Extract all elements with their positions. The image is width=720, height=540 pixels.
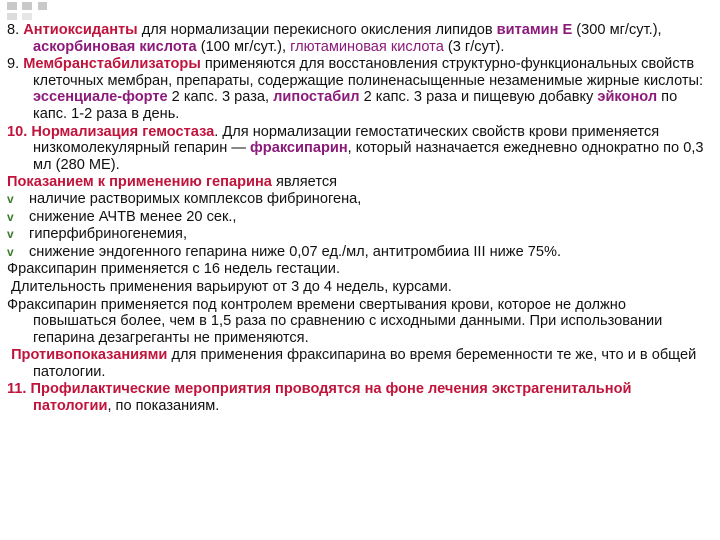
text: является [271, 174, 338, 191]
drug-name: эйконол [597, 89, 658, 106]
corner-decoration [0, 0, 60, 22]
decor-square [22, 2, 32, 10]
item-number: 11. [7, 381, 27, 398]
item-heading: Мембранстабилизаторы [23, 56, 201, 73]
item-8 [7, 22, 713, 55]
item-number: 9. [7, 56, 20, 73]
item-heading: Профилактические мероприятия проводятся на фоне лечения экстрагенитальной патологии [30, 381, 632, 415]
drug-name: липостабил [273, 89, 360, 106]
paragraph-control: Фраксипарин применяется под контролем времени свертывания крови, которое не должно повышаться более, чем в 1,5 раза по сравнению с исходными данными. При использовании гепарина дезагреганты не применяются. [7, 296, 663, 346]
contra-heading: Противопоказаниями [7, 347, 168, 364]
text: (100 мг/сут.), [196, 38, 291, 55]
decor-square [7, 13, 17, 20]
paragraph-gestation: Фраксипарин применяется с 16 недель гестации. [7, 261, 340, 278]
checkmark-v-icon: v [7, 227, 14, 242]
text: (3 г/сут). [443, 38, 505, 55]
text: (300 мг/сут.), [572, 22, 662, 38]
item-heading: Нормализация гемостаза [31, 123, 215, 140]
text: по капс. 1-2 раза в день. [33, 89, 678, 122]
text: для нормализации перекисного окисления липидов [137, 22, 497, 38]
list-item [7, 244, 713, 261]
text: для применения фраксипарина во время беременности те же, что и в общей патологии. [33, 347, 701, 380]
drug-name: витамин Е [496, 22, 573, 38]
text: . Для нормализации гемостатических свойств крови применяется низкомолекулярный гепарин — [33, 123, 660, 157]
item-heading: Антиоксиданты [23, 22, 138, 38]
checkmark-v-icon: v [7, 244, 14, 259]
indication-heading [7, 174, 713, 191]
slide-text [7, 22, 713, 415]
decor-square [7, 2, 17, 10]
item-number: 8. [7, 22, 20, 38]
list-item-text: наличие растворимых комплексов фибриногена, [29, 190, 362, 207]
text: 2 капс. 3 раза и пищевую добавку [359, 89, 598, 106]
indication-title: Показанием к применению гепарина [7, 174, 272, 191]
drug-name: эссенциале-форте [33, 89, 168, 106]
list-item [7, 226, 713, 243]
decor-square [22, 13, 32, 20]
text: , который назначается ежедневно однократно по 0,3 мл (280 МЕ). [33, 140, 704, 173]
drug-name: глютаминовая кислота [290, 38, 444, 55]
item-9 [7, 56, 713, 122]
item-number: 10. [7, 123, 28, 140]
paragraph-duration: Длительность применения варьируют от 3 до 4 недель, курсами. [7, 278, 452, 295]
list-item-text: гиперфибриногенемия, [29, 226, 188, 243]
list-item-text: снижение эндогенного гепарина ниже 0,07 ед./мл, антитромбииа III ниже 75%. [29, 243, 562, 260]
text: 2 капс. 3 раза, [167, 89, 274, 106]
drug-name: фраксипарин [250, 140, 348, 157]
decor-square [38, 2, 47, 10]
list-item [7, 209, 713, 226]
drug-name: аскорбиновая кислота [33, 38, 197, 55]
text: применяются для восстановления структурно-функциональных свойств клеточных мембран, препараты, содержащие полиненасыщенные незаменимые жирные кислоты: [33, 56, 704, 89]
checkmark-v-icon: v [7, 191, 14, 206]
contraindications [7, 347, 713, 380]
item-10 [7, 124, 713, 174]
item-11 [7, 381, 713, 414]
list-item-text: снижение АЧТВ менее 20 сек., [29, 208, 237, 225]
checkmark-v-icon: v [7, 209, 14, 224]
list-item [7, 191, 713, 208]
text: , по показаниям. [107, 398, 220, 415]
